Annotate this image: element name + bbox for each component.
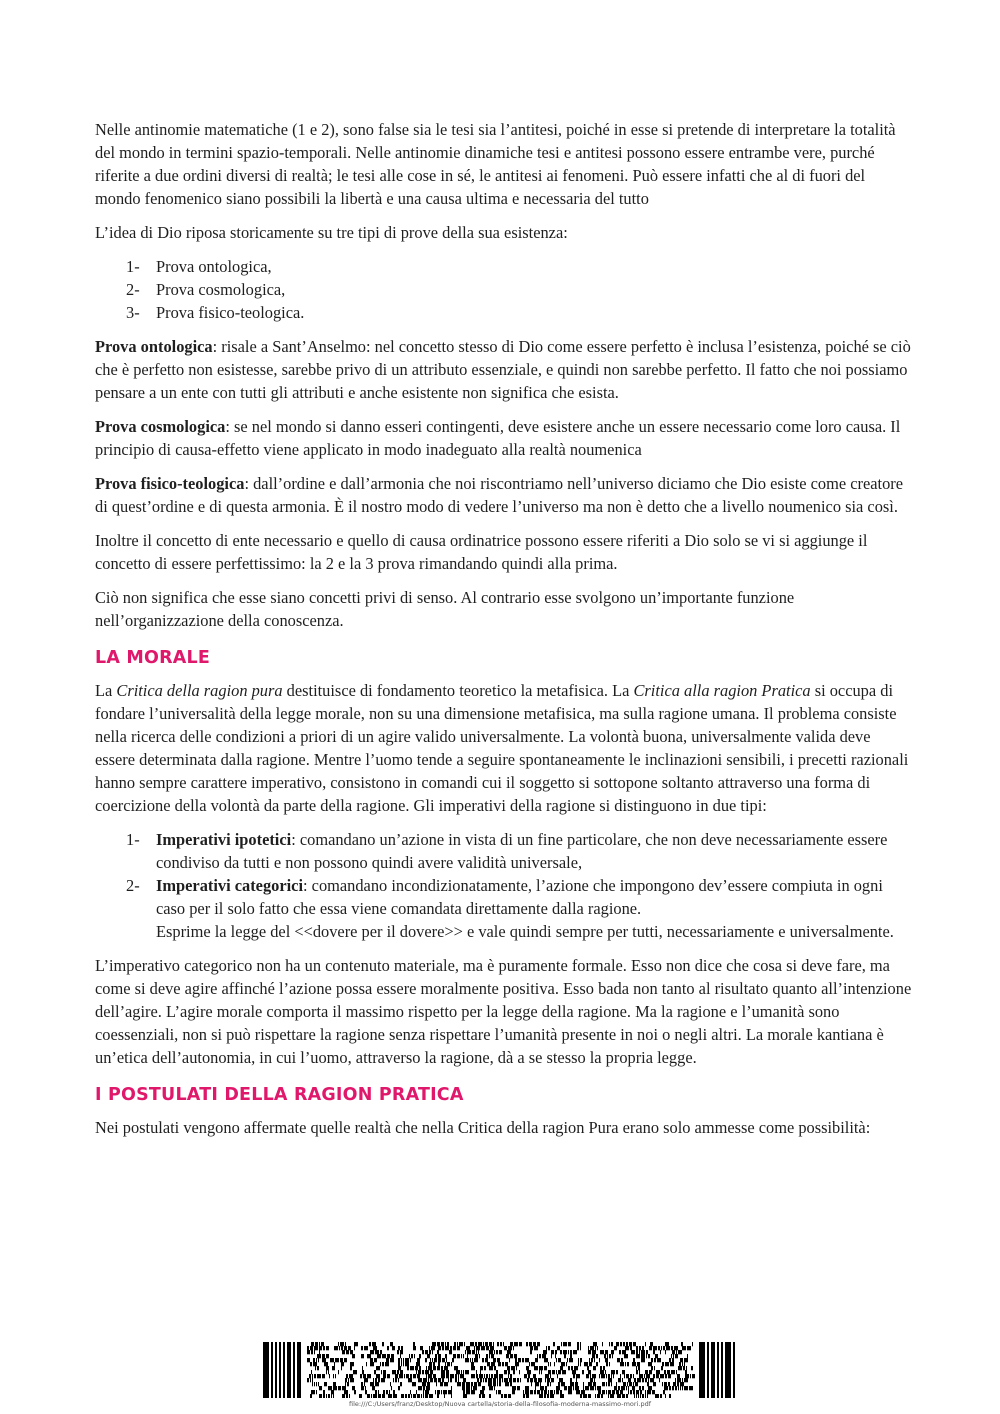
paragraph-idea-di-dio: L’idea di Dio riposa storicamente su tre tipi di prove della sua esistenza: xyxy=(95,223,568,242)
list-item-text: Prova fisico-teologica. xyxy=(156,303,305,322)
list-number: 3- xyxy=(126,303,140,322)
term-imperativi-categorici: Imperativi categorici xyxy=(156,876,304,895)
definition-text: : se nel mondo si danno esseri contingenti, deve esistere anche un essere necessario come loro causa. Il principio di causa-effetto viene applicato in modo inadeguato alla realtà noumenica xyxy=(95,417,901,459)
definition-text: : comandano un’azione in vista di un fine particolare, che non deve necessariamente essere condiviso da tutti e non possono quindi avere validità universale, xyxy=(156,830,888,872)
list-item-text: Prova ontologica, xyxy=(156,257,272,276)
proofs-list xyxy=(95,255,913,324)
heading-la-morale: LA MORALE xyxy=(95,648,211,668)
list-number: 2- xyxy=(126,876,140,895)
paragraph-prova-ontologica xyxy=(95,335,913,404)
definition-text: : dall’ordine e dall’armonia che noi riscontriamo nell’universo diciamo che Dio esiste come creatore di quest’ordine e di questa armonia. È il nostro modo di vedere l’universo ma non è detto che a livello noumenico sia così. xyxy=(95,474,904,516)
list-number: 2- xyxy=(126,280,140,299)
text-run: destituisce di fondamento teoretico la metafisica. La xyxy=(282,681,634,700)
list-item xyxy=(95,874,913,943)
paragraph-prova-cosmologica xyxy=(95,415,913,461)
pdf417-barcode xyxy=(263,1342,737,1398)
list-item xyxy=(95,278,913,301)
title-critica-ragion-pratica: Critica alla ragion Pratica xyxy=(633,681,811,700)
list-number: 1- xyxy=(126,257,140,276)
term-imperativi-ipotetici: Imperativi ipotetici xyxy=(156,830,292,849)
heading-postulati: I POSTULATI DELLA RAGION PRATICA xyxy=(95,1085,464,1105)
list-number: 1- xyxy=(126,830,140,849)
imperatives-list xyxy=(95,828,913,943)
list-item xyxy=(95,255,913,278)
definition-extra-text: Esprime la legge del <<dovere per il dovere>> e vale quindi sempre per tutti, necessariamente e universalmente. xyxy=(156,922,894,941)
definition-text: : risale a Sant’Anselmo: nel concetto stesso di Dio come essere perfetto è inclusa l’esistenza, poiché se ciò che è perfetto non esistesse, sarebbe privo di un attributo essenziale, e quindi non sarebbe perfetto. Il fatto che noi possiamo pensare a un ente con tutti gli attributi e anche esistente non significa che esista. xyxy=(95,337,911,402)
footer-file-path: file:///C:/Users/franz/Desktop/Nuova cartella/storia-della-filosofia-moderna-massimo-mori.pdf xyxy=(349,1400,651,1408)
text-run: La xyxy=(95,681,117,700)
paragraph-imperativo-categorico: L’imperativo categorico non ha un contenuto materiale, ma è puramente formale. Esso non dice che cosa si deve fare, ma come si deve agire affinché l’azione possa essere moralmente positiva. Esso bada non tanto al risultato quanto all’intenzione dell’agire. L’agire morale comporta il massimo rispetto per la legge della ragione. Ma la ragione e l’umanità sono coessenziali, non si può rispettare la ragione senza rispettare l’umanità presente in noi o negli altri. La morale kantiana è un’etica dell’autonomia, in cui l’uomo, attraverso la ragione, dà a se stesso la propria legge. xyxy=(95,956,912,1067)
paragraph-antinomie: Nelle antinomie matematiche (1 e 2), sono false sia le tesi sia l’antitesi, poiché in esse si pretende di interpretare la totalità del mondo in termini spazio-temporali. Nelle antinomie dinamiche tesi e antitesi possono essere entrambe vere, purché riferite a due ordini diversi di realtà; le tesi alle cose in sé, le antitesi ai fenomeni. Può essere infatti che al di fuori del mondo fenomenico siano possibili la libertà e una causa ultima e necessaria del tutto xyxy=(95,120,896,208)
term-prova-fisico-teologica: Prova fisico-teologica xyxy=(95,474,245,493)
title-critica-ragion-pura: Critica della ragion pura xyxy=(116,681,283,700)
list-item xyxy=(95,301,913,324)
document-page xyxy=(95,118,913,1150)
definition-text: : comandano incondizionatamente, l’azione che impongono dev’essere compiuta in ogni caso per il solo fatto che essa viene comandata direttamente dalla ragione. xyxy=(156,876,883,918)
list-item-text: Prova cosmologica, xyxy=(156,280,286,299)
paragraph-morale-intro xyxy=(95,679,913,817)
paragraph-prova-fisico-teologica xyxy=(95,472,913,518)
paragraph-cio-non-significa: Ciò non significa che esse siano concetti privi di senso. Al contrario esse svolgono un’importante funzione nell’organizzazione della conoscenza. xyxy=(95,588,795,630)
text-run: si occupa di fondare l’universalità della legge morale, non su una dimensione metafisica, ma sulla ragione umana. Il problema consiste nella ricerca delle condizioni a priori di un agire valido universalmente. La volontà buona, universalmente valida deve essere determinata dalla ragione. Mentre l’uomo tende a seguire spontaneamente le inclinazioni sensibili, i precetti razionali hanno sempre carattere imperativo, consistono in comandi cui il soggetto si sottopone soltanto attraverso una forma di coercizione della volontà da parte della ragione. Gli imperativi della ragione si distinguono in due tipi: xyxy=(95,681,909,815)
list-item xyxy=(95,828,913,874)
paragraph-inoltre: Inoltre il concetto di ente necessario e quello di causa ordinatrice possono essere riferiti a Dio solo se vi si aggiunge il concetto di essere perfettissimo: la 2 e la 3 prova rimandando quindi alla prima. xyxy=(95,531,868,573)
term-prova-ontologica: Prova ontologica xyxy=(95,337,213,356)
paragraph-postulati-intro: Nei postulati vengono affermate quelle realtà che nella Critica della ragion Pura erano solo ammesse come possibilità: xyxy=(95,1118,871,1137)
term-prova-cosmologica: Prova cosmologica xyxy=(95,417,226,436)
